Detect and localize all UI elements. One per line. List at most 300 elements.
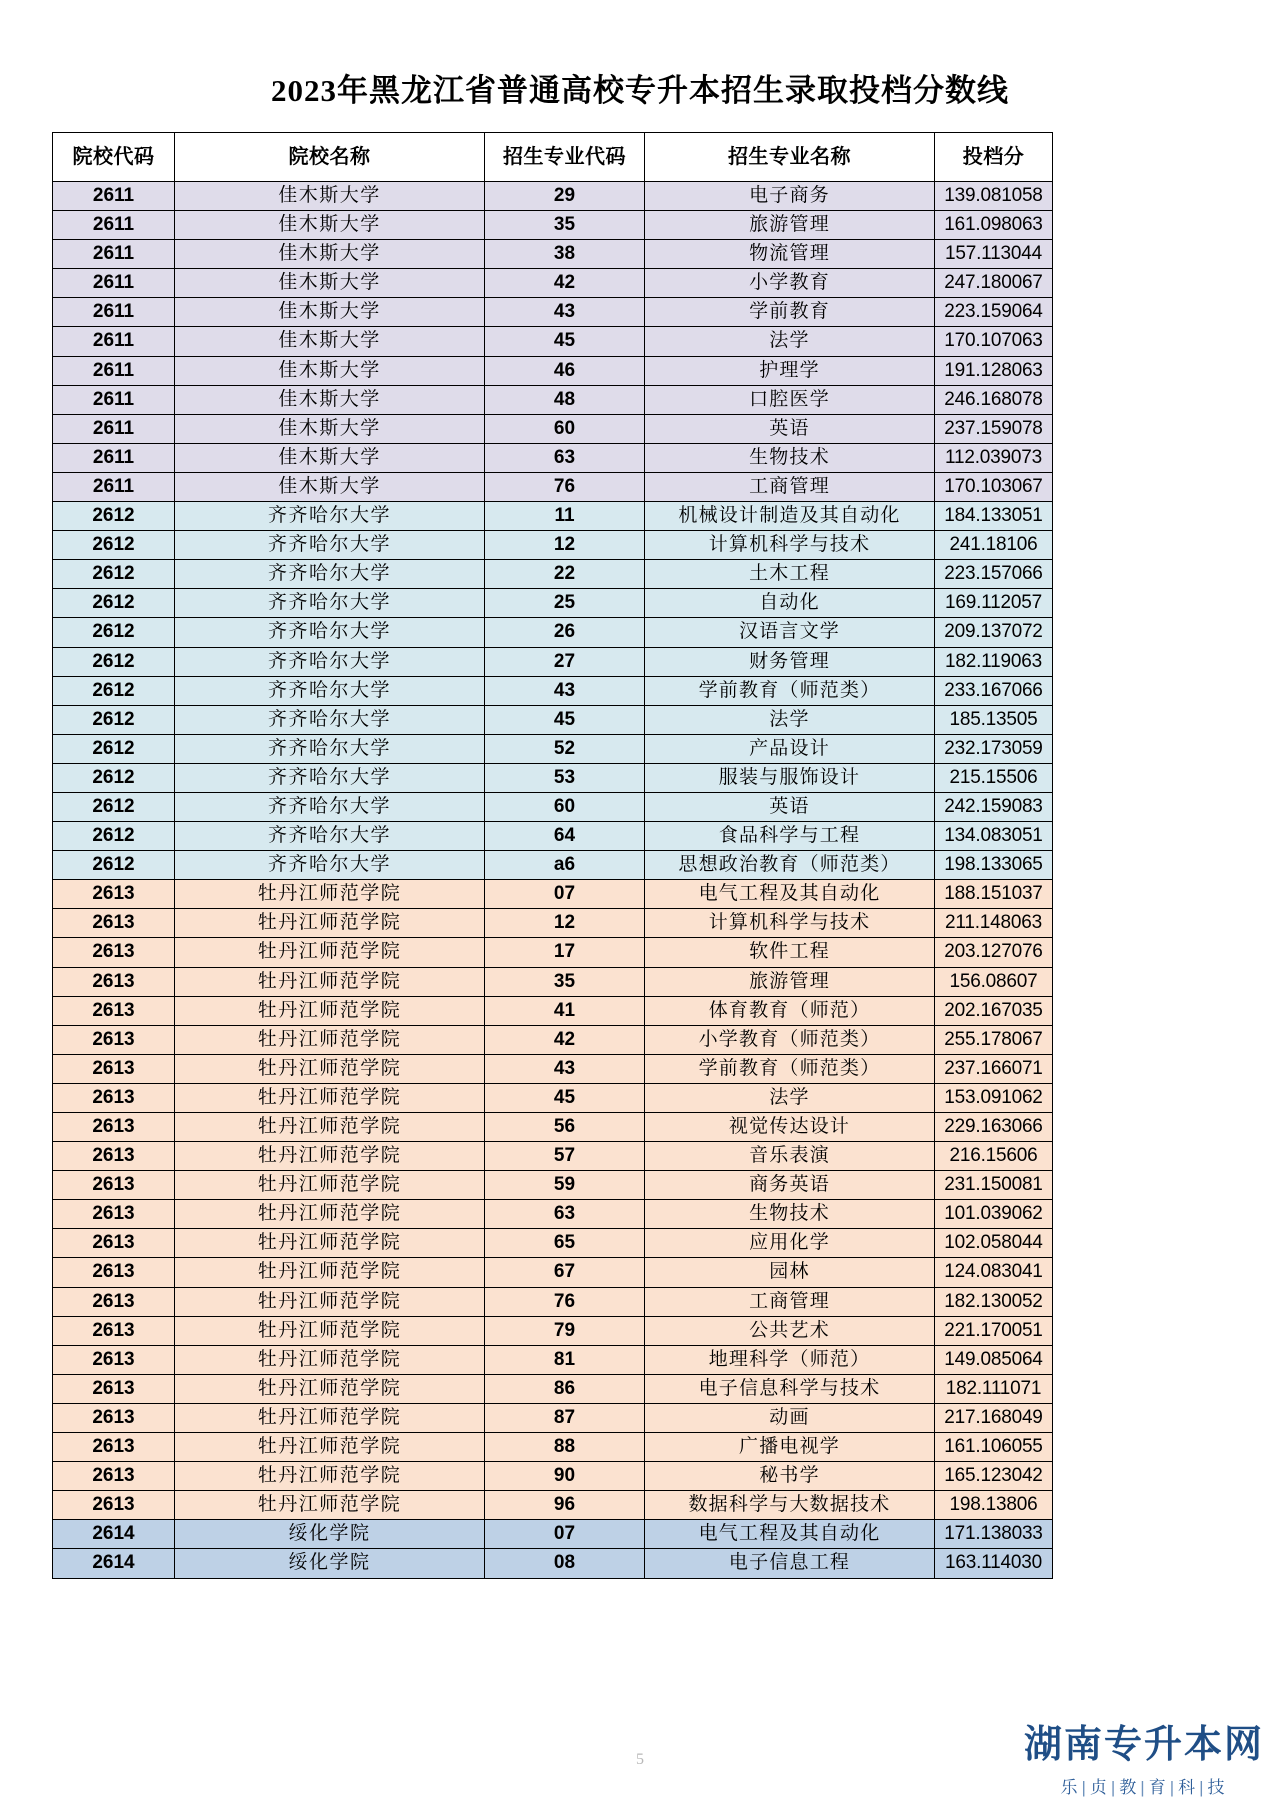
cell-major-code: 63 — [485, 443, 645, 472]
table-row — [53, 676, 1053, 705]
cell-major-name: 汉语言文学 — [645, 618, 935, 647]
cell-school-code: 2613 — [53, 1054, 175, 1083]
table-body — [53, 182, 1053, 1579]
cell-score: 182.111071 — [935, 1374, 1053, 1403]
cell-major-code: 07 — [485, 880, 645, 909]
cell-score: 182.130052 — [935, 1287, 1053, 1316]
watermark-sub-text — [1024, 1773, 1264, 1798]
watermark-sub-char: 技 — [1207, 1778, 1228, 1797]
cell-school-code: 2612 — [53, 589, 175, 618]
cell-school-name: 牡丹江师范学院 — [175, 1025, 485, 1054]
table-row — [53, 414, 1053, 443]
cell-major-code: 08 — [485, 1549, 645, 1578]
cell-school-name: 齐齐哈尔大学 — [175, 647, 485, 676]
cell-major-name: 学前教育 — [645, 298, 935, 327]
cell-school-name: 齐齐哈尔大学 — [175, 851, 485, 880]
table-header — [53, 133, 1053, 182]
cell-major-name: 产品设计 — [645, 734, 935, 763]
cell-school-name: 牡丹江师范学院 — [175, 1229, 485, 1258]
watermark-separator: | — [1199, 1778, 1207, 1797]
cell-school-name: 齐齐哈尔大学 — [175, 531, 485, 560]
cell-major-code: 29 — [485, 182, 645, 211]
cell-school-name: 佳木斯大学 — [175, 211, 485, 240]
cell-major-name: 软件工程 — [645, 938, 935, 967]
cell-score: 134.083051 — [935, 822, 1053, 851]
cell-school-name: 牡丹江师范学院 — [175, 1433, 485, 1462]
cell-school-name: 牡丹江师范学院 — [175, 1054, 485, 1083]
cell-score: 233.167066 — [935, 676, 1053, 705]
cell-major-code: 63 — [485, 1200, 645, 1229]
table-row — [53, 792, 1053, 821]
cell-school-code: 2612 — [53, 734, 175, 763]
table-row — [53, 1142, 1053, 1171]
cell-score: 232.173059 — [935, 734, 1053, 763]
cell-school-name: 牡丹江师范学院 — [175, 1200, 485, 1229]
column-header-major-code: 招生专业代码 — [485, 133, 645, 182]
cell-school-code: 2612 — [53, 676, 175, 705]
table-row — [53, 618, 1053, 647]
cell-school-code: 2611 — [53, 327, 175, 356]
cell-major-name: 音乐表演 — [645, 1142, 935, 1171]
cell-school-code: 2613 — [53, 967, 175, 996]
cell-major-name: 物流管理 — [645, 240, 935, 269]
cell-major-code: 64 — [485, 822, 645, 851]
table-row — [53, 1316, 1053, 1345]
cell-school-code: 2612 — [53, 560, 175, 589]
watermark-main-text: 湖南专升本网 — [1023, 1724, 1264, 1767]
cell-school-name: 佳木斯大学 — [175, 414, 485, 443]
cell-school-code: 2611 — [53, 182, 175, 211]
cell-major-code: 76 — [485, 472, 645, 501]
cell-score: 156.08607 — [935, 967, 1053, 996]
watermark-separator: | — [1140, 1778, 1148, 1797]
watermark-sub-char: 乐 — [1060, 1778, 1081, 1797]
table-row — [53, 822, 1053, 851]
cell-major-code: 43 — [485, 676, 645, 705]
page-title: 2023年黑龙江省普通高校专升本招生录取投档分数线 — [271, 73, 1009, 108]
table-row — [53, 1025, 1053, 1054]
cell-major-code: 45 — [485, 705, 645, 734]
table-row — [53, 356, 1053, 385]
table-row — [53, 240, 1053, 269]
watermark-sub-char: 教 — [1119, 1778, 1140, 1797]
table-row — [53, 589, 1053, 618]
cell-school-code: 2612 — [53, 822, 175, 851]
cell-school-name: 佳木斯大学 — [175, 327, 485, 356]
cell-major-code: 90 — [485, 1462, 645, 1491]
cell-school-code: 2613 — [53, 938, 175, 967]
cell-major-name: 地理科学（师范） — [645, 1345, 935, 1374]
cell-score: 237.159078 — [935, 414, 1053, 443]
cell-score: 246.168078 — [935, 385, 1053, 414]
cell-score: 198.133065 — [935, 851, 1053, 880]
cell-major-code: 45 — [485, 327, 645, 356]
table-row — [53, 1200, 1053, 1229]
table-row — [53, 1171, 1053, 1200]
cell-school-name: 牡丹江师范学院 — [175, 1345, 485, 1374]
cell-major-name: 商务英语 — [645, 1171, 935, 1200]
cell-school-name: 齐齐哈尔大学 — [175, 822, 485, 851]
table-row — [53, 647, 1053, 676]
cell-score: 229.163066 — [935, 1113, 1053, 1142]
cell-major-name: 生物技术 — [645, 1200, 935, 1229]
cell-major-code: 35 — [485, 967, 645, 996]
cell-school-code: 2612 — [53, 618, 175, 647]
table-row — [53, 1403, 1053, 1432]
cell-major-code: 60 — [485, 792, 645, 821]
cell-major-name: 公共艺术 — [645, 1316, 935, 1345]
cell-major-code: 42 — [485, 1025, 645, 1054]
cell-score: 221.170051 — [935, 1316, 1053, 1345]
table-row — [53, 1054, 1053, 1083]
cell-major-code: 60 — [485, 414, 645, 443]
cell-major-code: 42 — [485, 269, 645, 298]
cell-major-code: 12 — [485, 531, 645, 560]
cell-major-name: 计算机科学与技术 — [645, 531, 935, 560]
cell-school-name: 牡丹江师范学院 — [175, 1491, 485, 1520]
cell-major-name: 应用化学 — [645, 1229, 935, 1258]
cell-major-name: 思想政治教育（师范类） — [645, 851, 935, 880]
cell-major-name: 工商管理 — [645, 472, 935, 501]
cell-major-code: 81 — [485, 1345, 645, 1374]
cell-major-code: 38 — [485, 240, 645, 269]
cell-major-name: 秘书学 — [645, 1462, 935, 1491]
cell-school-code: 2611 — [53, 269, 175, 298]
cell-score: 202.167035 — [935, 996, 1053, 1025]
cell-school-name: 牡丹江师范学院 — [175, 1142, 485, 1171]
cell-major-name: 工商管理 — [645, 1287, 935, 1316]
cell-major-code: 22 — [485, 560, 645, 589]
cell-school-name: 齐齐哈尔大学 — [175, 792, 485, 821]
cell-score: 185.13505 — [935, 705, 1053, 734]
table-row — [53, 1433, 1053, 1462]
cell-school-name: 佳木斯大学 — [175, 472, 485, 501]
cell-score: 203.127076 — [935, 938, 1053, 967]
site-watermark — [1024, 1726, 1264, 1798]
cell-score: 102.058044 — [935, 1229, 1053, 1258]
table-row — [53, 1374, 1053, 1403]
cell-school-code: 2612 — [53, 792, 175, 821]
cell-score: 223.159064 — [935, 298, 1053, 327]
cell-school-name: 牡丹江师范学院 — [175, 1403, 485, 1432]
cell-major-code: 27 — [485, 647, 645, 676]
cell-major-name: 学前教育（师范类） — [645, 676, 935, 705]
cell-school-code: 2612 — [53, 647, 175, 676]
cell-major-code: 57 — [485, 1142, 645, 1171]
table-row — [53, 472, 1053, 501]
cell-score: 191.128063 — [935, 356, 1053, 385]
cell-major-code: 87 — [485, 1403, 645, 1432]
cell-school-name: 牡丹江师范学院 — [175, 967, 485, 996]
cell-major-code: 52 — [485, 734, 645, 763]
table-row — [53, 705, 1053, 734]
cell-school-code: 2614 — [53, 1520, 175, 1549]
cell-school-name: 牡丹江师范学院 — [175, 1287, 485, 1316]
cell-score: 169.112057 — [935, 589, 1053, 618]
cell-score: 165.123042 — [935, 1462, 1053, 1491]
cell-school-code: 2613 — [53, 1287, 175, 1316]
cell-score: 198.13806 — [935, 1491, 1053, 1520]
table-row — [53, 909, 1053, 938]
cell-school-name: 牡丹江师范学院 — [175, 1113, 485, 1142]
cell-school-code: 2613 — [53, 1258, 175, 1287]
cell-major-code: 07 — [485, 1520, 645, 1549]
cell-major-name: 护理学 — [645, 356, 935, 385]
cell-school-name: 佳木斯大学 — [175, 269, 485, 298]
cell-major-code: 17 — [485, 938, 645, 967]
cell-major-name: 法学 — [645, 705, 935, 734]
cell-major-code: 46 — [485, 356, 645, 385]
cell-school-name: 牡丹江师范学院 — [175, 1258, 485, 1287]
cell-major-name: 电子信息工程 — [645, 1549, 935, 1578]
cell-major-code: 43 — [485, 1054, 645, 1083]
table-row — [53, 1229, 1053, 1258]
cell-score: 101.039062 — [935, 1200, 1053, 1229]
table-header-row — [53, 133, 1053, 182]
cell-score: 231.150081 — [935, 1171, 1053, 1200]
cell-score: 170.103067 — [935, 472, 1053, 501]
cell-school-code: 2613 — [53, 1462, 175, 1491]
cell-major-code: 67 — [485, 1258, 645, 1287]
cell-school-code: 2613 — [53, 1171, 175, 1200]
table-row — [53, 211, 1053, 240]
cell-major-name: 体育教育（师范） — [645, 996, 935, 1025]
table-row — [53, 1520, 1053, 1549]
cell-school-code: 2611 — [53, 211, 175, 240]
cell-score: 241.18106 — [935, 531, 1053, 560]
table-row — [53, 1491, 1053, 1520]
table-row — [53, 502, 1053, 531]
cell-school-name: 牡丹江师范学院 — [175, 880, 485, 909]
cell-school-code: 2613 — [53, 1491, 175, 1520]
cell-school-name: 佳木斯大学 — [175, 298, 485, 327]
table-row — [53, 1113, 1053, 1142]
cell-school-code: 2612 — [53, 502, 175, 531]
cell-score: 184.133051 — [935, 502, 1053, 531]
cell-score: 139.081058 — [935, 182, 1053, 211]
cell-school-code: 2611 — [53, 385, 175, 414]
cell-school-name: 齐齐哈尔大学 — [175, 589, 485, 618]
cell-major-code: 25 — [485, 589, 645, 618]
cell-score: 255.178067 — [935, 1025, 1053, 1054]
cell-major-name: 数据科学与大数据技术 — [645, 1491, 935, 1520]
table-row — [53, 531, 1053, 560]
cell-school-name: 齐齐哈尔大学 — [175, 560, 485, 589]
table-row — [53, 327, 1053, 356]
cell-school-code: 2611 — [53, 240, 175, 269]
cell-major-name: 园林 — [645, 1258, 935, 1287]
cell-school-code: 2612 — [53, 763, 175, 792]
cell-major-code: 59 — [485, 1171, 645, 1200]
table-row — [53, 880, 1053, 909]
cell-score: 188.151037 — [935, 880, 1053, 909]
cell-school-code: 2613 — [53, 1142, 175, 1171]
table-row — [53, 560, 1053, 589]
cell-major-name: 自动化 — [645, 589, 935, 618]
cell-school-code: 2611 — [53, 356, 175, 385]
cell-school-name: 佳木斯大学 — [175, 356, 485, 385]
cell-school-code: 2612 — [53, 851, 175, 880]
cell-school-name: 佳木斯大学 — [175, 182, 485, 211]
cell-score: 153.091062 — [935, 1083, 1053, 1112]
cell-major-name: 土木工程 — [645, 560, 935, 589]
cell-score: 223.157066 — [935, 560, 1053, 589]
watermark-separator: | — [1169, 1778, 1178, 1797]
table-row — [53, 763, 1053, 792]
cell-major-name: 学前教育（师范类） — [645, 1054, 935, 1083]
cell-major-name: 旅游管理 — [645, 211, 935, 240]
cell-school-code: 2613 — [53, 1229, 175, 1258]
cell-school-name: 绥化学院 — [175, 1520, 485, 1549]
cell-school-name: 牡丹江师范学院 — [175, 1171, 485, 1200]
cell-school-code: 2613 — [53, 880, 175, 909]
cell-school-name: 佳木斯大学 — [175, 240, 485, 269]
cell-school-name: 佳木斯大学 — [175, 385, 485, 414]
table-row — [53, 443, 1053, 472]
column-header-school-name: 院校名称 — [175, 133, 485, 182]
cell-school-code: 2613 — [53, 909, 175, 938]
cell-major-name: 机械设计制造及其自动化 — [645, 502, 935, 531]
cell-major-name: 英语 — [645, 414, 935, 443]
column-header-score: 投档分 — [935, 133, 1053, 182]
cell-score: 112.039073 — [935, 443, 1053, 472]
cell-score: 170.107063 — [935, 327, 1053, 356]
cell-score: 217.168049 — [935, 1403, 1053, 1432]
table-row — [53, 1549, 1053, 1578]
table-row — [53, 734, 1053, 763]
table-row — [53, 1258, 1053, 1287]
cell-major-code: 76 — [485, 1287, 645, 1316]
cell-major-code: 11 — [485, 502, 645, 531]
cell-school-code: 2613 — [53, 1113, 175, 1142]
table-row — [53, 1462, 1053, 1491]
score-table-container — [52, 132, 1052, 1579]
cell-school-code: 2613 — [53, 1374, 175, 1403]
watermark-sub-char: 科 — [1178, 1778, 1199, 1797]
cell-school-code: 2613 — [53, 1200, 175, 1229]
cell-major-name: 旅游管理 — [645, 967, 935, 996]
cell-score: 237.166071 — [935, 1054, 1053, 1083]
cell-school-code: 2613 — [53, 1316, 175, 1345]
cell-school-name: 齐齐哈尔大学 — [175, 705, 485, 734]
cell-major-name: 服装与服饰设计 — [645, 763, 935, 792]
cell-major-name: 广播电视学 — [645, 1433, 935, 1462]
cell-school-code: 2612 — [53, 705, 175, 734]
cell-score: 242.159083 — [935, 792, 1053, 821]
cell-school-name: 绥化学院 — [175, 1549, 485, 1578]
cell-school-name: 牡丹江师范学院 — [175, 1374, 485, 1403]
cell-major-name: 电气工程及其自动化 — [645, 1520, 935, 1549]
cell-school-code: 2613 — [53, 1403, 175, 1432]
table-row — [53, 298, 1053, 327]
cell-score: 209.137072 — [935, 618, 1053, 647]
table-row — [53, 967, 1053, 996]
cell-major-code: 45 — [485, 1083, 645, 1112]
cell-major-name: 小学教育（师范类） — [645, 1025, 935, 1054]
table-row — [53, 1345, 1053, 1374]
table-row — [53, 182, 1053, 211]
table-row — [53, 1083, 1053, 1112]
column-header-major-name: 招生专业名称 — [645, 133, 935, 182]
cell-score: 216.15606 — [935, 1142, 1053, 1171]
watermark-separator: | — [1081, 1778, 1089, 1797]
cell-major-code: 26 — [485, 618, 645, 647]
cell-major-name: 动画 — [645, 1403, 935, 1432]
cell-major-name: 食品科学与工程 — [645, 822, 935, 851]
cell-school-code: 2611 — [53, 443, 175, 472]
cell-school-code: 2611 — [53, 472, 175, 501]
cell-score: 211.148063 — [935, 909, 1053, 938]
cell-school-name: 牡丹江师范学院 — [175, 1462, 485, 1491]
cell-school-name: 牡丹江师范学院 — [175, 1316, 485, 1345]
table-row — [53, 1287, 1053, 1316]
watermark-sub-char: 贞 — [1089, 1778, 1110, 1797]
cell-school-name: 齐齐哈尔大学 — [175, 502, 485, 531]
cell-major-code: 53 — [485, 763, 645, 792]
cell-major-code: 35 — [485, 211, 645, 240]
cell-score: 163.114030 — [935, 1549, 1053, 1578]
cell-major-name: 电气工程及其自动化 — [645, 880, 935, 909]
cell-score: 215.15506 — [935, 763, 1053, 792]
cell-major-name: 电子商务 — [645, 182, 935, 211]
cell-major-name: 口腔医学 — [645, 385, 935, 414]
cell-major-code: 48 — [485, 385, 645, 414]
cell-score: 157.113044 — [935, 240, 1053, 269]
cell-major-code: 86 — [485, 1374, 645, 1403]
cell-score: 182.119063 — [935, 647, 1053, 676]
cell-major-code: 88 — [485, 1433, 645, 1462]
cell-major-code: 65 — [485, 1229, 645, 1258]
table-row — [53, 269, 1053, 298]
cell-score: 124.083041 — [935, 1258, 1053, 1287]
cell-major-code: a6 — [485, 851, 645, 880]
cell-school-code: 2612 — [53, 531, 175, 560]
cell-school-name: 牡丹江师范学院 — [175, 1083, 485, 1112]
cell-major-code: 79 — [485, 1316, 645, 1345]
cell-school-code: 2613 — [53, 1083, 175, 1112]
cell-major-name: 财务管理 — [645, 647, 935, 676]
cell-school-name: 佳木斯大学 — [175, 443, 485, 472]
cell-major-name: 计算机科学与技术 — [645, 909, 935, 938]
cell-major-code: 12 — [485, 909, 645, 938]
cell-major-code: 41 — [485, 996, 645, 1025]
cell-score: 247.180067 — [935, 269, 1053, 298]
cell-major-name: 电子信息科学与技术 — [645, 1374, 935, 1403]
cell-school-code: 2611 — [53, 414, 175, 443]
cell-school-name: 齐齐哈尔大学 — [175, 676, 485, 705]
cell-school-name: 齐齐哈尔大学 — [175, 734, 485, 763]
cell-score: 161.098063 — [935, 211, 1053, 240]
cell-major-name: 英语 — [645, 792, 935, 821]
table-row — [53, 996, 1053, 1025]
cell-school-code: 2611 — [53, 298, 175, 327]
cell-major-name: 视觉传达设计 — [645, 1113, 935, 1142]
watermark-sub-char: 育 — [1148, 1778, 1169, 1797]
cell-school-name: 牡丹江师范学院 — [175, 938, 485, 967]
cell-major-name: 生物技术 — [645, 443, 935, 472]
column-header-school-code: 院校代码 — [53, 133, 175, 182]
table-row — [53, 851, 1053, 880]
cell-school-name: 牡丹江师范学院 — [175, 996, 485, 1025]
cell-major-code: 56 — [485, 1113, 645, 1142]
cell-major-code: 96 — [485, 1491, 645, 1520]
cell-school-name: 齐齐哈尔大学 — [175, 763, 485, 792]
cell-major-name: 法学 — [645, 327, 935, 356]
cell-major-name: 法学 — [645, 1083, 935, 1112]
cell-school-code: 2613 — [53, 1433, 175, 1462]
cell-score: 171.138033 — [935, 1520, 1053, 1549]
cell-score: 149.085064 — [935, 1345, 1053, 1374]
